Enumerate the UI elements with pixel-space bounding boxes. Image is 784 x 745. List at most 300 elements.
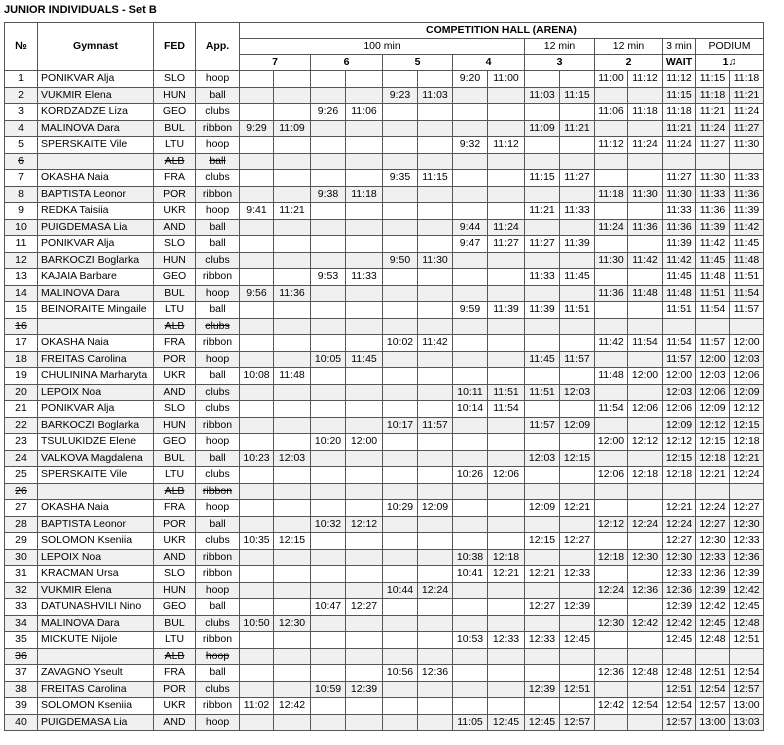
time-cell: 10:53	[453, 632, 488, 649]
time-cell	[274, 236, 311, 253]
apparatus: hoop	[196, 351, 240, 368]
row-number: 7	[5, 170, 38, 187]
time-cell	[595, 87, 628, 104]
row-number: 16	[5, 318, 38, 335]
time-cell: 10:32	[311, 516, 346, 533]
time-cell	[418, 368, 453, 385]
table-row	[5, 434, 764, 451]
time-cell: 10:11	[453, 384, 488, 401]
gymnast-name: KORDZADZE Liza	[38, 104, 154, 121]
time-cell: 12:15	[274, 533, 311, 550]
time-cell	[274, 137, 311, 154]
time-cell: 12:09	[525, 500, 560, 517]
table-row	[5, 203, 764, 220]
apparatus: ball	[196, 153, 240, 170]
time-cell	[383, 566, 418, 583]
federation: LTU	[154, 632, 196, 649]
time-cell	[525, 516, 560, 533]
time-cell: 12:21	[730, 450, 764, 467]
time-cell	[274, 483, 311, 500]
federation: POR	[154, 516, 196, 533]
rotation-7: 7	[240, 55, 311, 71]
time-cell: 12:12	[696, 417, 730, 434]
time-cell	[525, 335, 560, 352]
row-number: 30	[5, 549, 38, 566]
time-cell: 11:54	[628, 335, 663, 352]
time-cell	[240, 269, 274, 286]
time-cell: 11:45	[663, 269, 696, 286]
time-cell	[488, 203, 525, 220]
time-cell	[383, 516, 418, 533]
time-cell: 11:30	[595, 252, 628, 269]
time-cell: 11:24	[595, 219, 628, 236]
time-cell	[525, 483, 560, 500]
time-cell	[418, 434, 453, 451]
time-cell: 11:57	[663, 351, 696, 368]
time-cell	[696, 483, 730, 500]
time-cell	[274, 549, 311, 566]
time-cell: 12:33	[488, 632, 525, 649]
time-cell: 11:48	[628, 285, 663, 302]
col-header-number: №	[5, 23, 38, 71]
time-cell: 11:24	[730, 104, 764, 121]
federation: POR	[154, 351, 196, 368]
time-cell: 12:30	[696, 533, 730, 550]
time-cell	[488, 483, 525, 500]
time-cell	[560, 483, 595, 500]
time-cell	[311, 285, 346, 302]
time-cell	[383, 681, 418, 698]
time-cell	[274, 71, 311, 88]
time-cell: 11:27	[560, 170, 595, 187]
time-cell	[240, 681, 274, 698]
time-cell	[453, 648, 488, 665]
time-cell	[311, 615, 346, 632]
gymnast-name: DATUNASHVILI Nino	[38, 599, 154, 616]
time-cell	[560, 285, 595, 302]
row-number: 17	[5, 335, 38, 352]
time-cell	[418, 236, 453, 253]
time-cell	[488, 186, 525, 203]
rotation-6: 6	[311, 55, 383, 71]
time-cell	[383, 599, 418, 616]
podium-icon: 1♫	[696, 55, 764, 71]
time-cell: 12:42	[696, 599, 730, 616]
time-cell	[311, 632, 346, 649]
table-row	[5, 450, 764, 467]
time-cell	[560, 401, 595, 418]
time-cell: 12:27	[663, 533, 696, 550]
time-cell	[274, 681, 311, 698]
time-cell	[418, 566, 453, 583]
time-cell	[453, 516, 488, 533]
time-cell: 11:27	[663, 170, 696, 187]
table-row	[5, 582, 764, 599]
table-row	[5, 516, 764, 533]
table-row	[5, 351, 764, 368]
time-cell	[274, 318, 311, 335]
time-cell	[418, 285, 453, 302]
time-cell: 12:09	[418, 500, 453, 517]
federation: ALB	[154, 648, 196, 665]
time-cell	[628, 450, 663, 467]
time-cell: 12:00	[628, 368, 663, 385]
apparatus: hoop	[196, 714, 240, 731]
time-cell: 10:14	[453, 401, 488, 418]
time-cell	[663, 483, 696, 500]
time-cell	[240, 87, 274, 104]
time-cell	[383, 368, 418, 385]
time-cell	[525, 186, 560, 203]
time-cell: 12:33	[525, 632, 560, 649]
time-cell: 12:18	[628, 467, 663, 484]
time-cell: 10:17	[383, 417, 418, 434]
time-cell: 12:21	[488, 566, 525, 583]
time-cell	[453, 368, 488, 385]
time-cell	[628, 302, 663, 319]
time-cell: 11:57	[730, 302, 764, 319]
time-cell	[488, 434, 525, 451]
time-cell	[274, 467, 311, 484]
time-cell	[696, 648, 730, 665]
gymnast-name: SPERSKAITE Vile	[38, 467, 154, 484]
row-number: 27	[5, 500, 38, 517]
time-cell	[311, 170, 346, 187]
time-cell	[346, 632, 383, 649]
time-cell: 12:21	[696, 467, 730, 484]
time-cell: 12:57	[663, 714, 696, 731]
time-cell	[346, 549, 383, 566]
time-cell	[240, 318, 274, 335]
time-cell	[274, 170, 311, 187]
time-cell: 11:27	[696, 137, 730, 154]
table-row	[5, 384, 764, 401]
time-cell: 12:12	[346, 516, 383, 533]
col-header-hall: COMPETITION HALL (ARENA)	[240, 23, 764, 39]
time-cell	[525, 648, 560, 665]
time-cell	[311, 219, 346, 236]
time-cell: 12:00	[663, 368, 696, 385]
time-cell	[240, 566, 274, 583]
time-cell	[383, 632, 418, 649]
time-cell	[311, 153, 346, 170]
apparatus: ribbon	[196, 549, 240, 566]
time-cell	[383, 467, 418, 484]
time-cell: 12:18	[696, 450, 730, 467]
table-row	[5, 219, 764, 236]
time-cell	[383, 186, 418, 203]
time-cell	[488, 615, 525, 632]
time-cell: 11:21	[730, 87, 764, 104]
time-cell	[453, 681, 488, 698]
time-cell	[240, 648, 274, 665]
time-cell: 10:05	[311, 351, 346, 368]
time-cell: 12:39	[663, 599, 696, 616]
time-cell: 11:12	[628, 71, 663, 88]
gymnast-name: BAPTISTA Leonor	[38, 516, 154, 533]
time-cell	[595, 483, 628, 500]
time-cell: 12:00	[696, 351, 730, 368]
time-cell	[311, 335, 346, 352]
gymnast-name: CHULININA Marharyta	[38, 368, 154, 385]
gymnast-name: PONIKVAR Alja	[38, 236, 154, 253]
time-cell	[628, 351, 663, 368]
time-cell: 11:54	[696, 302, 730, 319]
time-cell: 11:30	[663, 186, 696, 203]
time-cell	[274, 632, 311, 649]
gymnast-name: LEPOIX Noa	[38, 549, 154, 566]
time-cell: 12:42	[628, 615, 663, 632]
time-cell	[240, 71, 274, 88]
time-cell: 12:00	[595, 434, 628, 451]
time-cell: 10:20	[311, 434, 346, 451]
time-cell: 12:57	[730, 681, 764, 698]
table-row	[5, 698, 764, 715]
time-cell	[383, 120, 418, 137]
time-cell: 12:36	[418, 665, 453, 682]
gymnast-name: BARKOCZI Boglarka	[38, 417, 154, 434]
time-cell: 11:57	[560, 351, 595, 368]
rotation-2: 2	[595, 55, 663, 71]
federation: FRA	[154, 335, 196, 352]
federation: BUL	[154, 120, 196, 137]
time-cell: 12:27	[730, 500, 764, 517]
row-number: 29	[5, 533, 38, 550]
time-cell	[274, 566, 311, 583]
time-cell	[525, 318, 560, 335]
time-cell: 11:39	[730, 203, 764, 220]
table-row	[5, 368, 764, 385]
time-cell	[418, 186, 453, 203]
federation: HUN	[154, 87, 196, 104]
time-cell	[453, 170, 488, 187]
apparatus: clubs	[196, 681, 240, 698]
time-cell	[418, 450, 453, 467]
apparatus: clubs	[196, 384, 240, 401]
time-cell	[628, 500, 663, 517]
apparatus: ball	[196, 219, 240, 236]
time-cell	[418, 648, 453, 665]
time-cell	[595, 648, 628, 665]
time-cell	[383, 137, 418, 154]
time-cell: 9:59	[453, 302, 488, 319]
time-cell: 10:35	[240, 533, 274, 550]
time-cell: 12:00	[346, 434, 383, 451]
time-cell	[628, 417, 663, 434]
time-cell: 12:48	[696, 632, 730, 649]
time-cell	[240, 549, 274, 566]
time-cell	[346, 500, 383, 517]
time-cell	[453, 417, 488, 434]
rotation-5: 5	[383, 55, 453, 71]
time-cell	[595, 500, 628, 517]
time-cell	[595, 203, 628, 220]
time-cell	[418, 104, 453, 121]
time-cell: 11:45	[525, 351, 560, 368]
time-cell: 12:09	[730, 384, 764, 401]
time-cell	[346, 335, 383, 352]
time-cell: 10:23	[240, 450, 274, 467]
gymnast-name: BEINORAITE Mingaile	[38, 302, 154, 319]
apparatus: hoop	[196, 434, 240, 451]
time-cell: 12:18	[488, 549, 525, 566]
federation: UKR	[154, 533, 196, 550]
federation: HUN	[154, 417, 196, 434]
time-cell	[628, 203, 663, 220]
time-cell	[240, 153, 274, 170]
time-cell	[453, 186, 488, 203]
time-cell	[418, 615, 453, 632]
time-cell: 11:36	[730, 186, 764, 203]
apparatus: ball	[196, 302, 240, 319]
time-cell	[628, 566, 663, 583]
time-cell	[274, 516, 311, 533]
time-cell	[383, 434, 418, 451]
time-cell	[560, 153, 595, 170]
time-cell	[453, 285, 488, 302]
time-cell	[560, 615, 595, 632]
gymnast-name: MALINOVA Dara	[38, 120, 154, 137]
time-cell	[560, 582, 595, 599]
apparatus: ball	[196, 368, 240, 385]
apparatus: hoop	[196, 285, 240, 302]
time-cell	[311, 582, 346, 599]
row-number: 8	[5, 186, 38, 203]
time-cell	[346, 714, 383, 731]
time-cell	[311, 368, 346, 385]
time-cell: 11:48	[274, 368, 311, 385]
time-cell: 12:24	[663, 516, 696, 533]
time-cell	[346, 137, 383, 154]
time-cell: 11:57	[525, 417, 560, 434]
time-cell	[488, 500, 525, 517]
time-cell: 10:29	[383, 500, 418, 517]
time-cell: 12:03	[560, 384, 595, 401]
time-cell	[525, 104, 560, 121]
time-cell: 11:03	[418, 87, 453, 104]
time-cell	[240, 582, 274, 599]
time-cell: 12:03	[730, 351, 764, 368]
time-cell: 11:24	[663, 137, 696, 154]
time-cell: 12:24	[696, 500, 730, 517]
time-cell: 11:33	[663, 203, 696, 220]
time-cell: 13:00	[730, 698, 764, 715]
time-cell	[346, 450, 383, 467]
time-cell	[560, 137, 595, 154]
time-cell: 11:36	[696, 203, 730, 220]
time-cell	[595, 714, 628, 731]
time-cell: 12:18	[730, 434, 764, 451]
time-cell	[346, 252, 383, 269]
time-cell: 12:24	[730, 467, 764, 484]
time-cell: 12:51	[730, 632, 764, 649]
time-cell	[274, 582, 311, 599]
federation: FRA	[154, 170, 196, 187]
table-row	[5, 632, 764, 649]
time-cell: 12:27	[346, 599, 383, 616]
row-number: 22	[5, 417, 38, 434]
time-cell	[274, 104, 311, 121]
time-cell: 11:45	[560, 269, 595, 286]
time-cell: 11:27	[730, 120, 764, 137]
federation: BUL	[154, 615, 196, 632]
time-cell	[488, 269, 525, 286]
row-number: 40	[5, 714, 38, 731]
time-cell	[488, 450, 525, 467]
apparatus: hoop	[196, 137, 240, 154]
table-row	[5, 302, 764, 319]
time-cell: 11:30	[418, 252, 453, 269]
gymnast-name: SOLOMON Kseniia	[38, 698, 154, 715]
time-cell	[525, 252, 560, 269]
table-row	[5, 615, 764, 632]
time-cell	[488, 252, 525, 269]
time-cell: 9:29	[240, 120, 274, 137]
time-cell: 11:42	[595, 335, 628, 352]
apparatus: hoop	[196, 582, 240, 599]
time-cell	[383, 153, 418, 170]
time-cell	[418, 351, 453, 368]
time-cell	[240, 401, 274, 418]
table-row	[5, 335, 764, 352]
time-cell	[240, 384, 274, 401]
time-cell	[418, 153, 453, 170]
time-cell	[346, 384, 383, 401]
federation: UKR	[154, 368, 196, 385]
time-cell	[488, 170, 525, 187]
time-cell	[240, 252, 274, 269]
apparatus: clubs	[196, 401, 240, 418]
time-cell	[418, 467, 453, 484]
time-cell	[595, 384, 628, 401]
federation: SLO	[154, 236, 196, 253]
time-cell	[274, 714, 311, 731]
row-number: 38	[5, 681, 38, 698]
time-cell	[346, 219, 383, 236]
row-number: 2	[5, 87, 38, 104]
time-cell: 12:33	[663, 566, 696, 583]
time-cell: 10:41	[453, 566, 488, 583]
time-cell	[418, 681, 453, 698]
time-cell: 12:27	[696, 516, 730, 533]
time-cell	[240, 434, 274, 451]
federation: AND	[154, 384, 196, 401]
time-cell: 11:48	[730, 252, 764, 269]
federation: GEO	[154, 269, 196, 286]
time-cell	[418, 203, 453, 220]
time-cell	[383, 401, 418, 418]
time-cell: 12:39	[346, 681, 383, 698]
time-cell: 11:18	[663, 104, 696, 121]
gymnast-name: FREITAS Carolina	[38, 681, 154, 698]
time-cell	[628, 599, 663, 616]
time-cell	[346, 467, 383, 484]
time-cell	[418, 483, 453, 500]
time-cell	[274, 252, 311, 269]
time-cell: 12:42	[663, 615, 696, 632]
time-cell: 12:51	[663, 681, 696, 698]
time-cell	[453, 665, 488, 682]
time-cell: 12:21	[663, 500, 696, 517]
table-row	[5, 549, 764, 566]
federation: SLO	[154, 401, 196, 418]
time-cell: 12:03	[663, 384, 696, 401]
time-cell: 11:45	[346, 351, 383, 368]
time-cell: 11:51	[663, 302, 696, 319]
apparatus: hoop	[196, 203, 240, 220]
time-cell: 11:24	[696, 120, 730, 137]
time-cell	[525, 368, 560, 385]
